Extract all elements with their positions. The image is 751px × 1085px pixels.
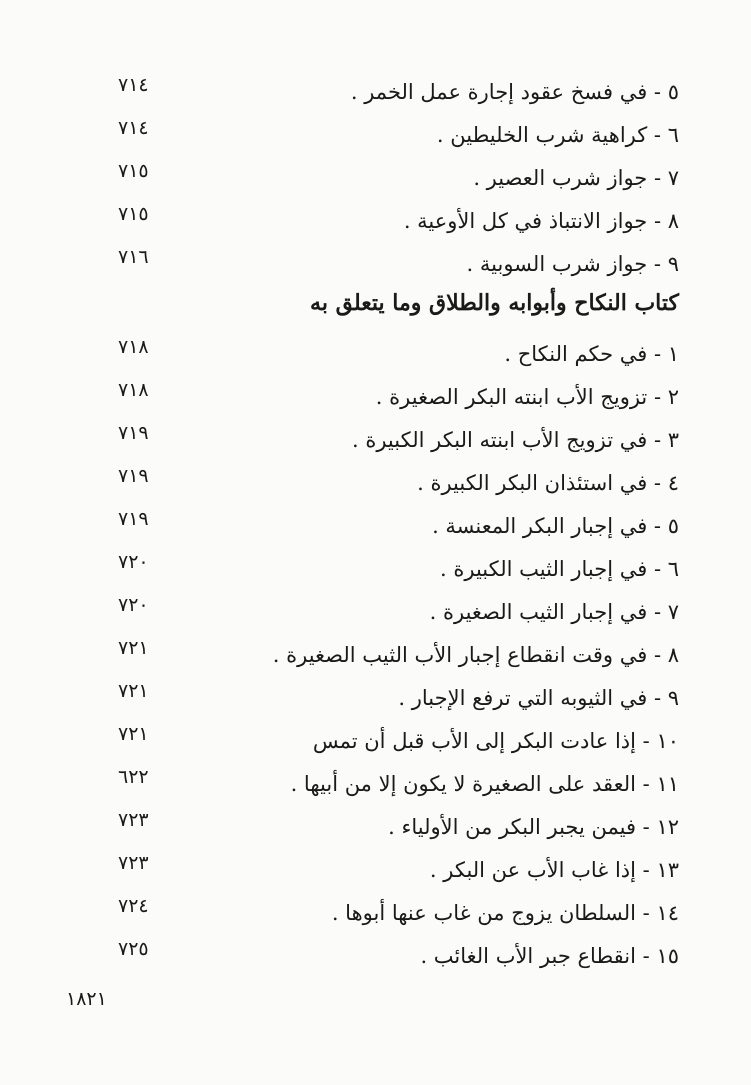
toc-entry: [0, 74, 751, 118]
entry-title: ٩ - في الثيوبه التي ترفع الإجبار .: [398, 686, 679, 710]
entry-page-number: ٧٢٠: [118, 594, 149, 616]
toc-entry: [0, 117, 751, 161]
entry-title: ٤ - في استئذان البكر الكبيرة .: [417, 471, 679, 495]
entry-title: ٢ - تزويج الأب ابنته البكر الصغيرة .: [375, 385, 679, 409]
entry-page-number: ٧٢١: [118, 680, 149, 702]
toc-entry: [0, 895, 751, 939]
entry-title: ٣ - في تزويج الأب ابنته البكر الكبيرة .: [351, 428, 679, 452]
entry-title: ٥ - في إجبار البكر المعنسة .: [432, 514, 679, 538]
entry-page-number: ٧١٤: [118, 117, 149, 139]
entry-title: ٦ - كراهية شرب الخليطين .: [436, 123, 679, 147]
toc-entry: [0, 938, 751, 982]
entry-title: ١١ - العقد على الصغيرة لا يكون إلا من أبيها .: [290, 772, 679, 796]
entry-page-number: ٧١٥: [118, 203, 149, 225]
entry-title: ١٠ - إذا عادت البكر إلى الأب قبل أن تمس: [312, 729, 679, 753]
entry-page-number: ٦٢٢: [118, 766, 149, 788]
toc-entry: [0, 379, 751, 423]
section-heading: كتاب النكاح وأبوابه والطلاق وما يتعلق به: [310, 290, 679, 316]
entry-title: ١ - في حكم النكاح .: [504, 342, 679, 366]
toc-entry: [0, 203, 751, 247]
toc-entry: [0, 852, 751, 896]
toc-entry: [0, 594, 751, 638]
entry-title: ٥ - في فسخ عقود إجارة عمل الخمر .: [350, 80, 679, 104]
entry-page-number: ٧٢٤: [118, 895, 149, 917]
toc-entry: [0, 246, 751, 290]
entry-page-number: ٧١٨: [118, 336, 149, 358]
entry-title: ١٣ - إذا غاب الأب عن البكر .: [429, 858, 679, 882]
entry-page-number: ٧١٦: [118, 246, 149, 268]
entry-title: ٦ - في إجبار الثيب الكبيرة .: [440, 557, 679, 581]
toc-entry: [0, 508, 751, 552]
toc-entry: [0, 723, 751, 767]
toc-entry: [0, 551, 751, 595]
entry-page-number: ٧٢٣: [118, 809, 149, 831]
entry-page-number: ٧١٩: [118, 422, 149, 444]
entry-title: ١٢ - فيمن يجبر البكر من الأولياء .: [388, 815, 679, 839]
entry-title: ٧ - في إجبار الثيب الصغيرة .: [429, 600, 679, 624]
toc-entry: [0, 336, 751, 380]
entry-page-number: ٧١٩: [118, 508, 149, 530]
entry-title: ٨ - في وقت انقطاع إجبار الأب الثيب الصغيرة .: [272, 643, 679, 667]
folio-page-number: ١٨٢١: [66, 988, 107, 1010]
entry-title: ٩ - جواز شرب السوبية .: [466, 252, 679, 276]
entry-page-number: ٧٢١: [118, 637, 149, 659]
entry-page-number: ٧٢١: [118, 723, 149, 745]
toc-entry: [0, 422, 751, 466]
toc-entry: [0, 766, 751, 810]
entry-title: ٧ - جواز شرب العصير .: [473, 166, 679, 190]
entry-page-number: ٧١٩: [118, 465, 149, 487]
entry-page-number: ٧٢٠: [118, 551, 149, 573]
toc-entry: [0, 465, 751, 509]
toc-entry: [0, 809, 751, 853]
toc-entry: [0, 680, 751, 724]
entry-title: ١٤ - السلطان يزوج من غاب عنها أبوها .: [331, 901, 679, 925]
entry-title: ٨ - جواز الانتباذ في كل الأوعية .: [403, 209, 679, 233]
toc-entry: [0, 160, 751, 204]
entry-page-number: ٧١٥: [118, 160, 149, 182]
entry-page-number: ٧١٤: [118, 74, 149, 96]
entry-page-number: ٧١٨: [118, 379, 149, 401]
entry-title: ١٥ - انقطاع جبر الأب الغائب .: [420, 944, 679, 968]
entry-page-number: ٧٢٥: [118, 938, 149, 960]
toc-entry: [0, 637, 751, 681]
entry-page-number: ٧٢٣: [118, 852, 149, 874]
